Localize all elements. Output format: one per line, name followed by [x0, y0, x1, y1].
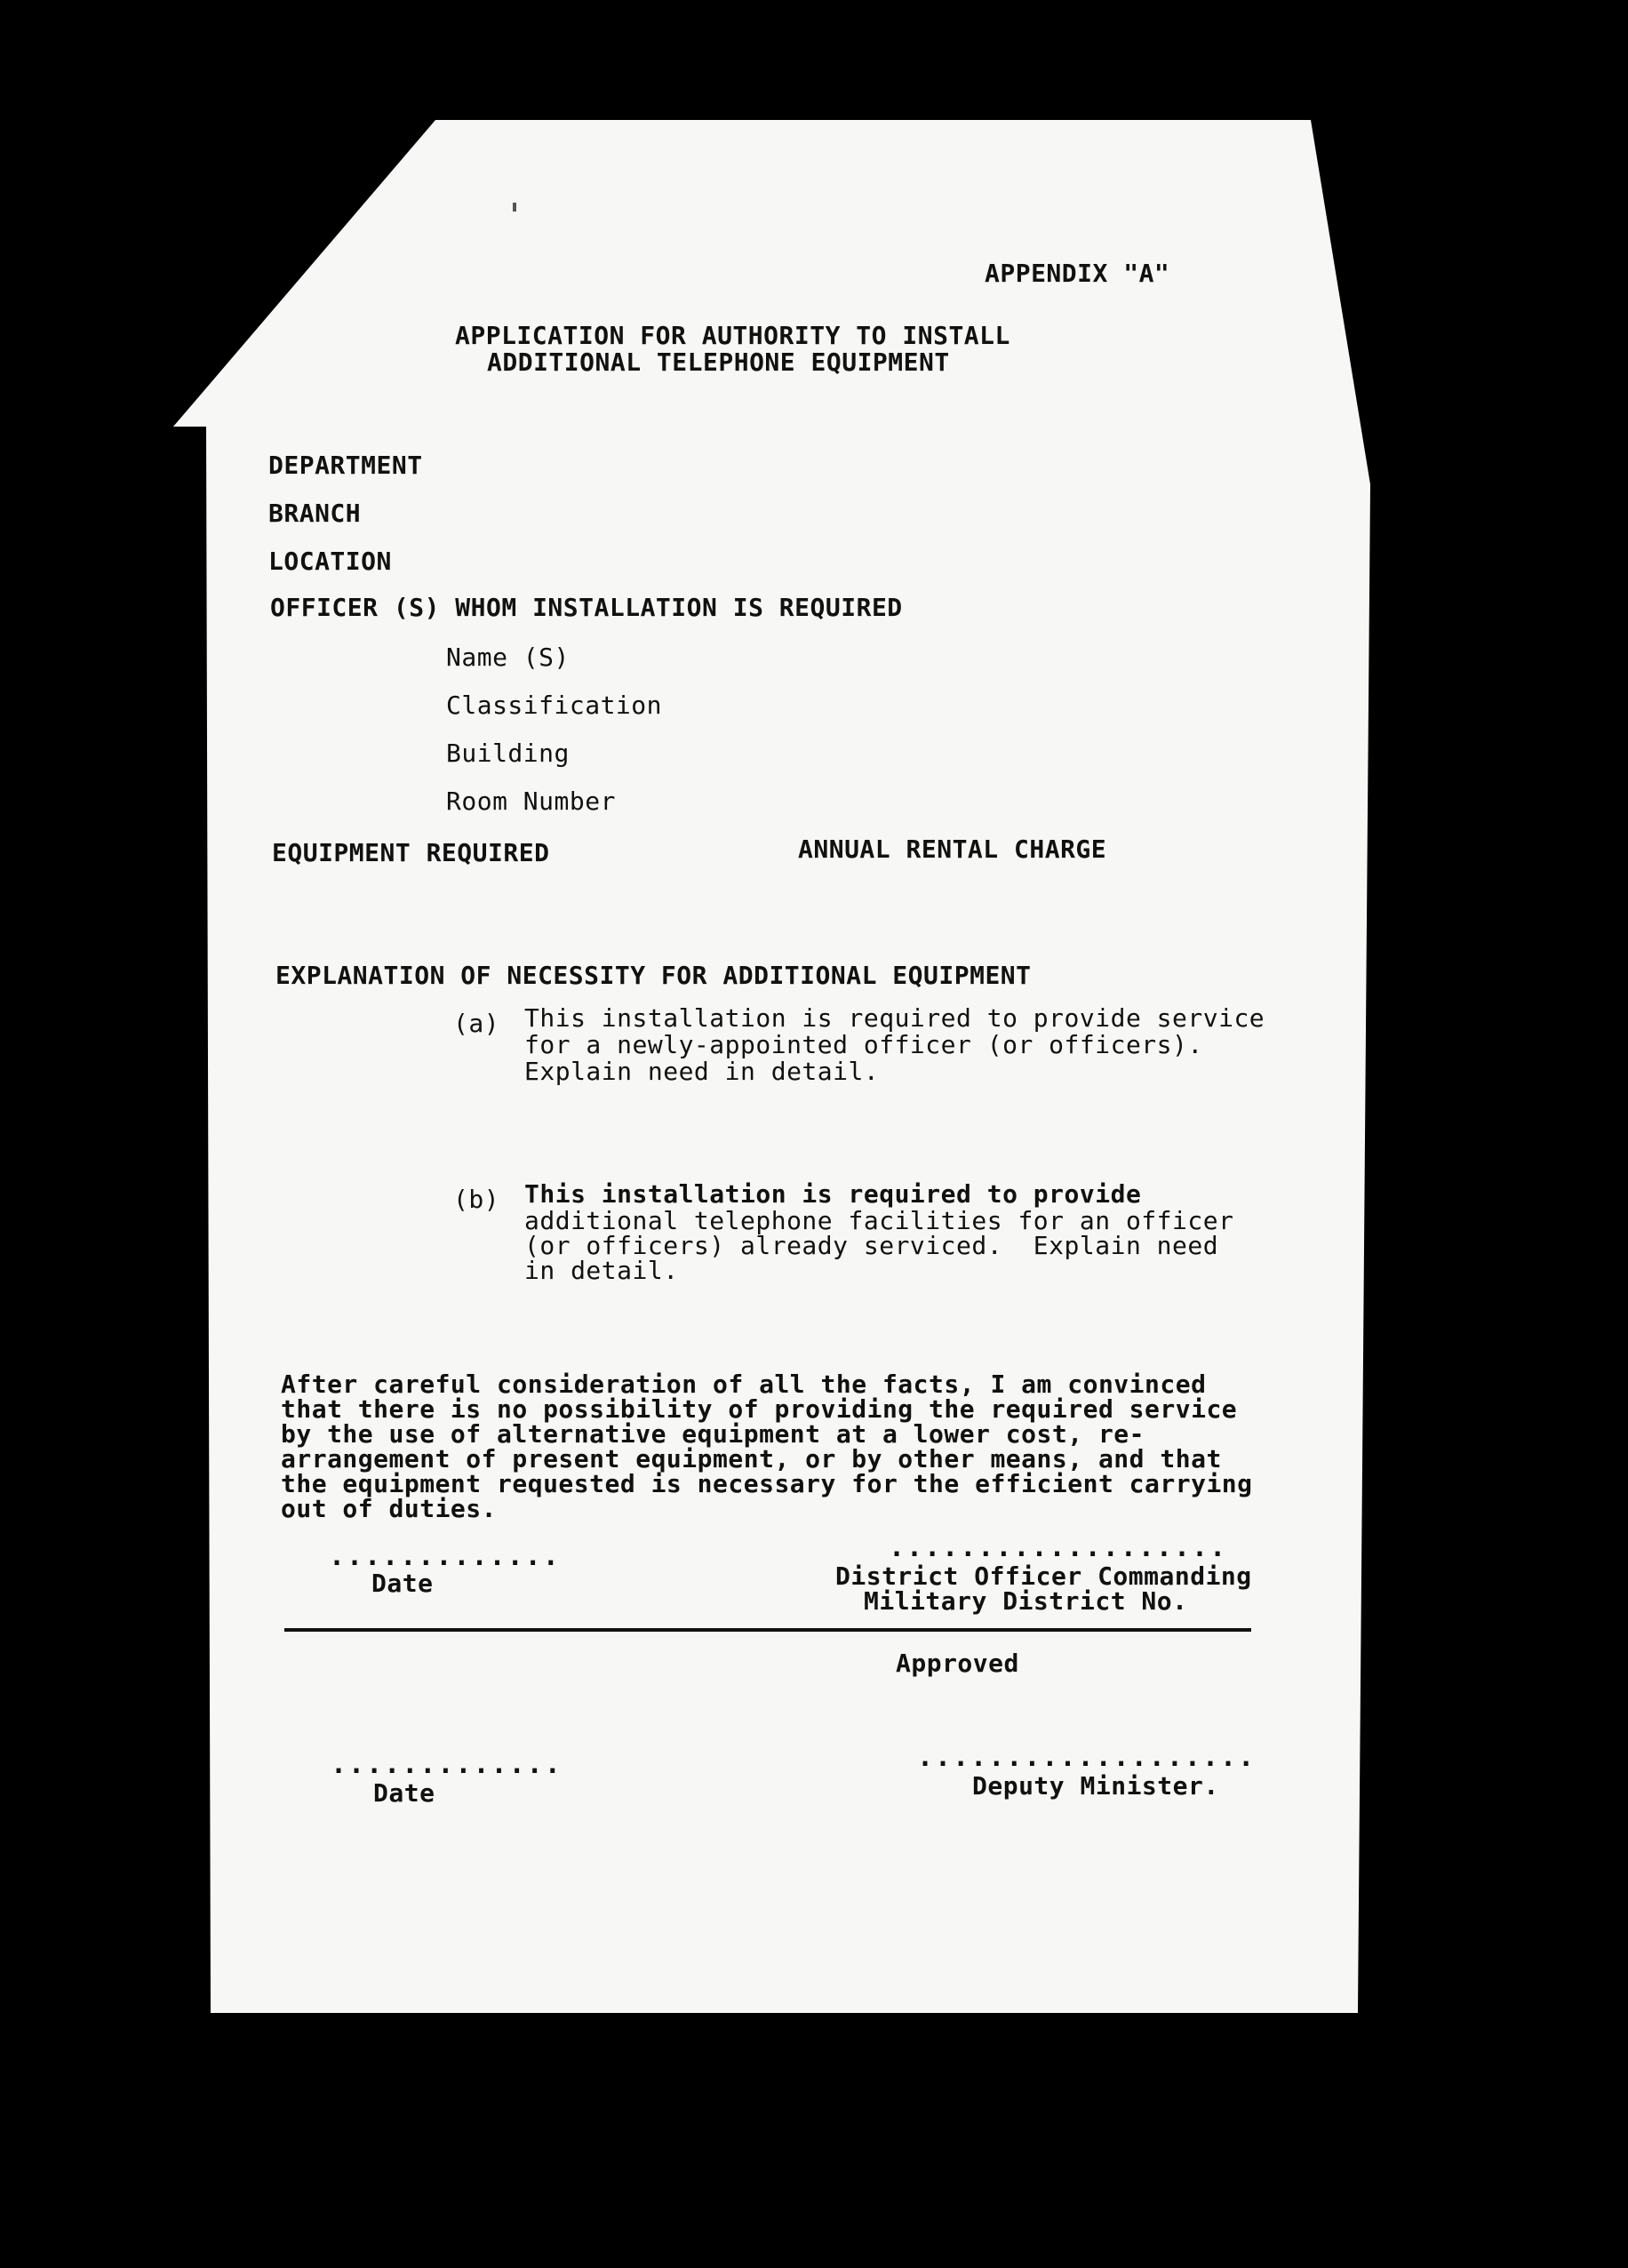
field-room-number: Room Number: [446, 787, 616, 816]
field-equipment-required: EQUIPMENT REQUIRED: [272, 838, 550, 867]
field-name: Name (S): [446, 643, 570, 672]
certification-line-1: After careful consideration of all the facts, I am convinced: [281, 1370, 1207, 1399]
item-b-line-3: (or officers) already serviced. Explain need: [524, 1231, 1219, 1260]
explanation-heading: EXPLANATION OF NECESSITY FOR ADDITIONAL EQUIPMENT: [275, 961, 1032, 990]
item-b-line-4: in detail.: [524, 1256, 679, 1285]
field-officer: OFFICER (S) WHOM INSTALLATION IS REQUIRED: [270, 593, 903, 622]
date-label-2: Date: [373, 1778, 435, 1808]
item-a-marker: (a): [453, 1009, 500, 1038]
certification-line-4: arrangement of present equipment, or by other means, and that: [281, 1444, 1222, 1473]
field-classification: Classification: [446, 691, 663, 720]
certification-line-2: that there is no possibility of providing the required service: [281, 1394, 1238, 1424]
title-line-2: ADDITIONAL TELEPHONE EQUIPMENT: [487, 347, 950, 377]
item-b-line-2: additional telephone facilities for an officer: [524, 1206, 1234, 1235]
date-label-1: Date: [371, 1569, 434, 1598]
item-a-line-3: Explain need in detail.: [524, 1057, 880, 1086]
field-branch: BRANCH: [268, 499, 362, 528]
signature-dots-date-1: .............: [329, 1541, 561, 1572]
field-building: Building: [446, 739, 570, 768]
deputy-minister-label: Deputy Minister.: [972, 1771, 1219, 1801]
item-a-line-2: for a newly-appointed officer (or officers).: [524, 1030, 1203, 1059]
divider-rule: [284, 1628, 1251, 1632]
item-b-line-1: This installation is required to provide: [524, 1179, 1142, 1209]
certification-line-5: the equipment requested is necessary for the efficient carrying: [281, 1469, 1253, 1498]
field-annual-rental-charge: ANNUAL RENTAL CHARGE: [798, 835, 1107, 864]
signature-dots-district-officer: ...................: [889, 1532, 1228, 1563]
approved-label: Approved: [896, 1649, 1019, 1678]
title-line-1: APPLICATION FOR AUTHORITY TO INSTALL: [455, 321, 1010, 350]
district-officer-line-2: Military District No.: [864, 1586, 1188, 1616]
field-department: DEPARTMENT: [268, 451, 423, 480]
scan-speck: [513, 203, 516, 212]
certification-line-3: by the use of alternative equipment at a lower cost, re-: [281, 1419, 1145, 1449]
appendix-label: APPENDIX "A": [985, 259, 1170, 288]
district-officer-line-1: District Officer Commanding: [835, 1561, 1252, 1591]
item-b-marker: (b): [453, 1185, 500, 1214]
item-a-line-1: This installation is required to provide service: [524, 1003, 1265, 1033]
signature-dots-deputy-minister: ...................: [917, 1742, 1257, 1773]
signature-dots-date-2: .............: [331, 1749, 563, 1780]
certification-line-6: out of duties.: [281, 1494, 498, 1523]
field-location: LOCATION: [268, 547, 392, 576]
